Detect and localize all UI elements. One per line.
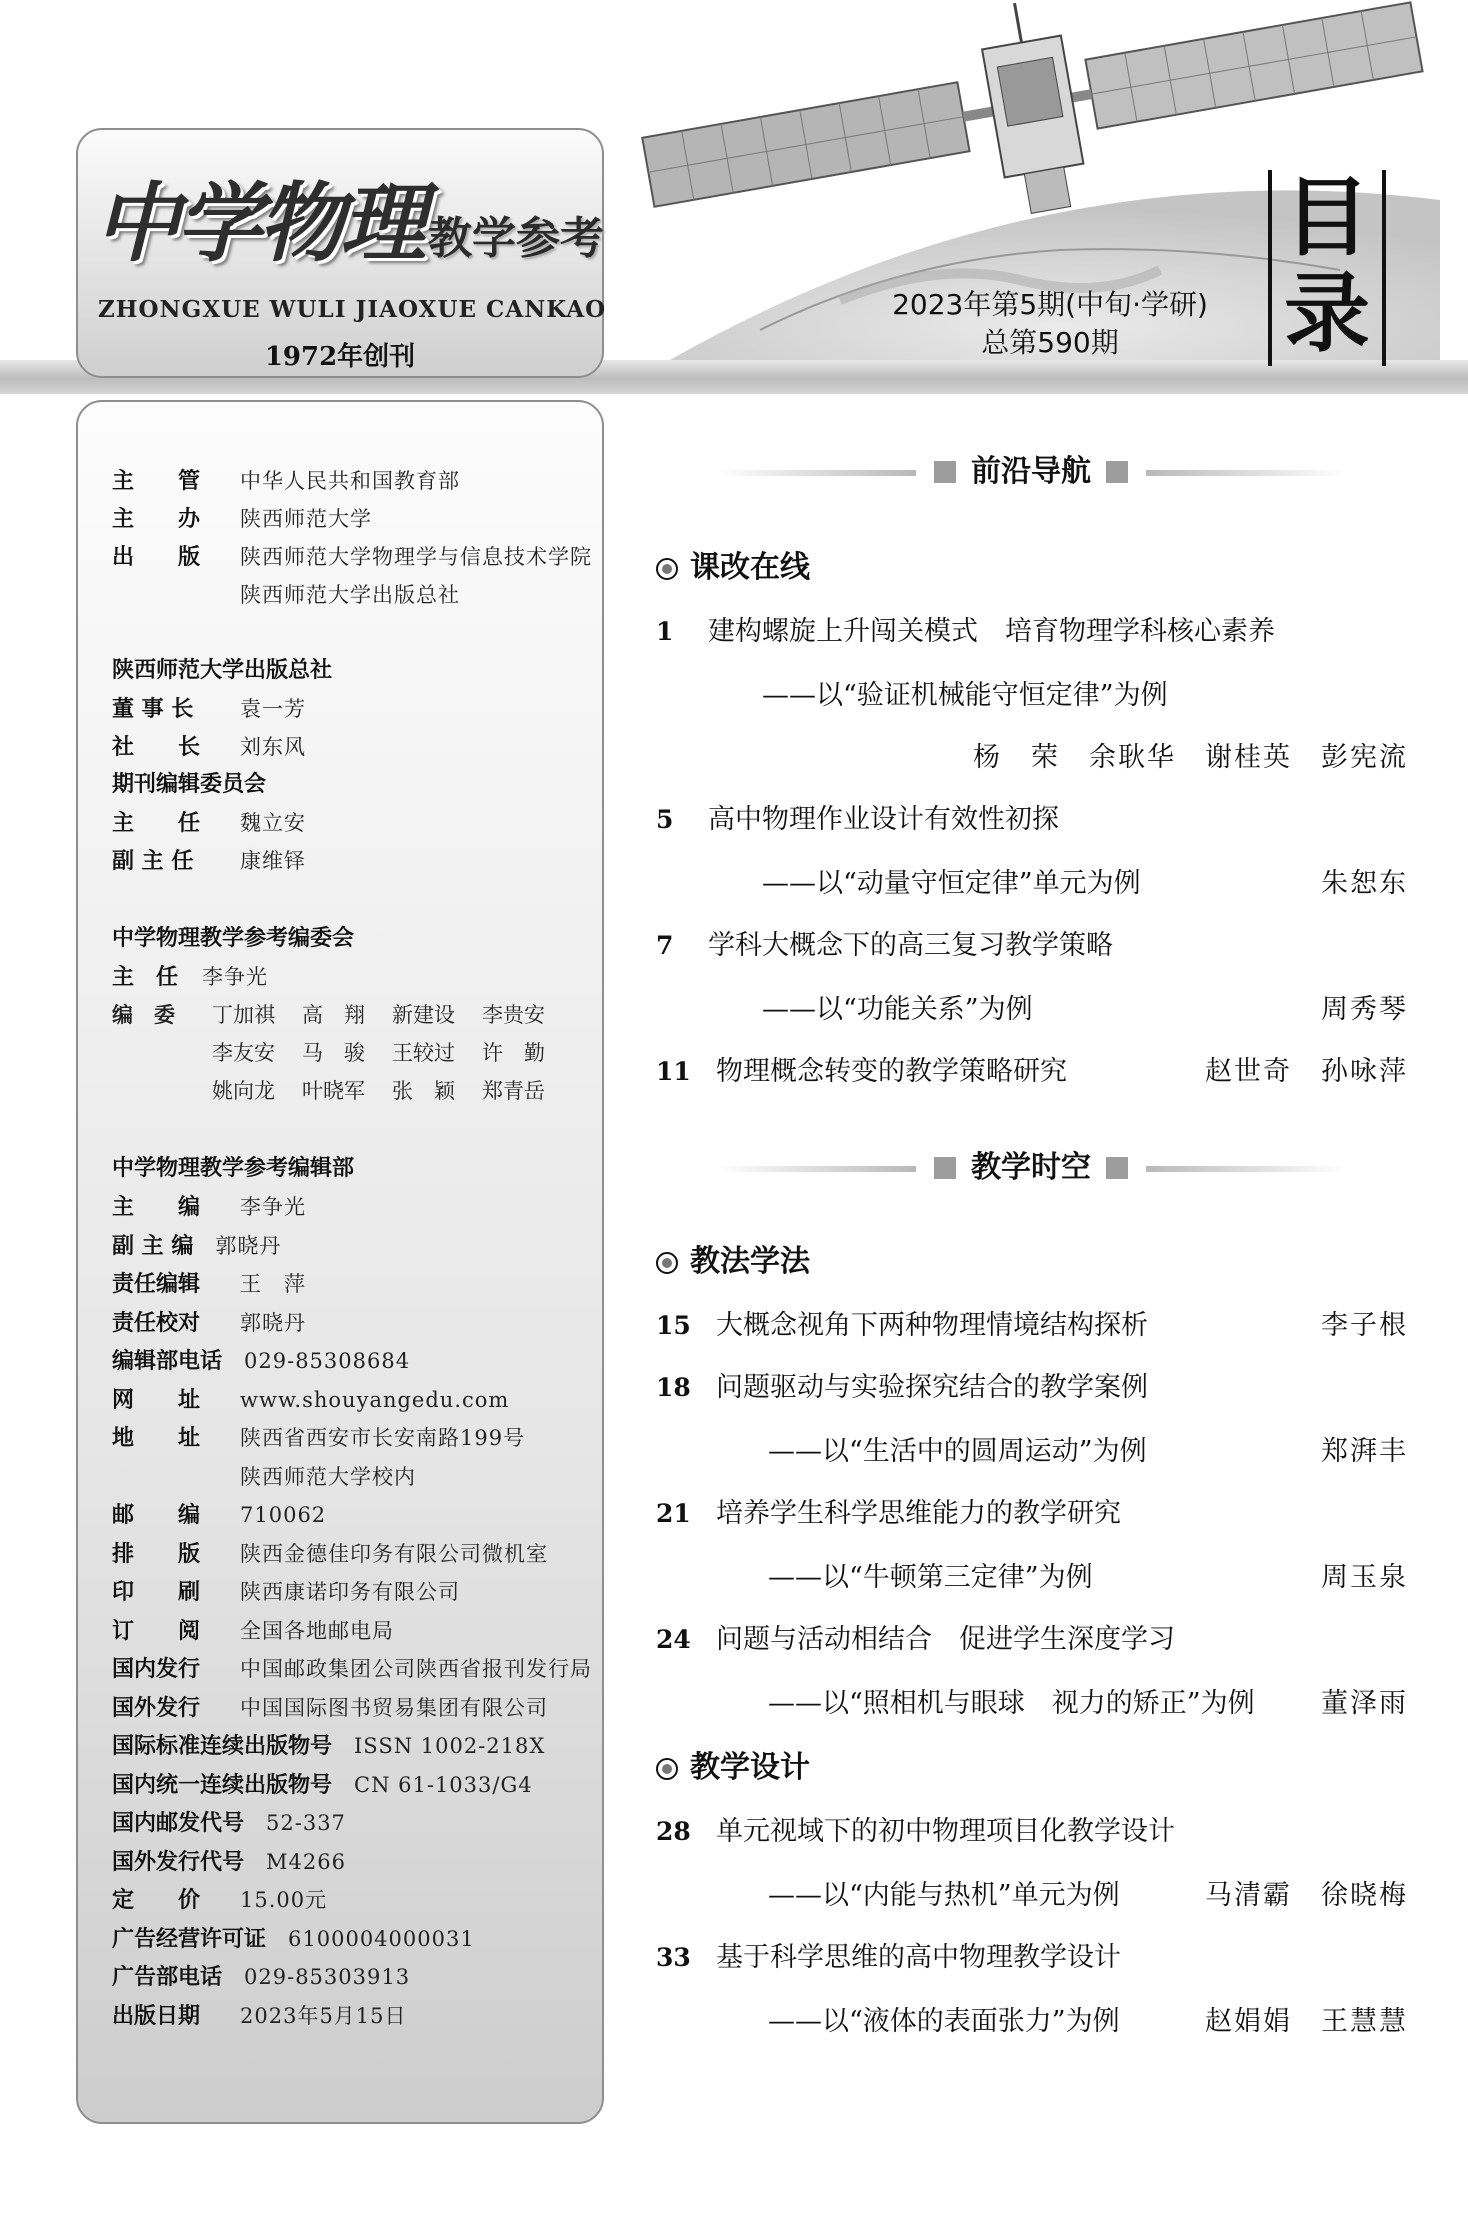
founded-year: 1972年创刊 [264, 342, 416, 372]
masthead-row: 社 长 刘东风 [112, 735, 306, 760]
masthead-row [112, 1689, 548, 1727]
masthead-row [112, 1650, 592, 1688]
masthead-label: 订 阅 [112, 1618, 201, 1644]
masthead-row [112, 1573, 460, 1611]
toc-entry[interactable]: 5 高中物理作业设计有效性初探 [656, 804, 1059, 835]
masthead-value: 029-85308684 [244, 1349, 411, 1373]
toc-entry[interactable]: 11 物理概念转变的教学策略研究 赵世奇 孙咏萍 [656, 1056, 1408, 1087]
masthead-label: 邮 编 [112, 1503, 201, 1528]
masthead-row [112, 1881, 327, 1919]
board-members-row: 编 委 丁加祺 高 翔 新建设 李贵安 [112, 1003, 545, 1027]
masthead-value: 陕西省西安市长安南路199号 [240, 1426, 526, 1450]
toc-entry-subtitle: ——以“动量守恒定律”单元为例 朱恕东 [762, 868, 1408, 899]
issue-total: 总第590期 [981, 326, 1119, 359]
masthead-row: 陕西师范大学出版总社 [240, 583, 460, 607]
masthead-label: 责任编辑 [112, 1272, 201, 1297]
masthead-value: 15.00元 [240, 1888, 328, 1912]
masthead-label: 广告经营许可证 [112, 1926, 267, 1952]
bullet-icon [656, 558, 678, 580]
masthead-row: 出 版 陕西师范大学物理学与信息技术学院 [112, 545, 592, 570]
masthead-row [112, 1920, 475, 1958]
masthead-label: 地 址 [112, 1426, 201, 1451]
masthead-row [112, 1496, 326, 1534]
masthead-value: 6100004000031 [288, 1926, 475, 1951]
masthead-label: 网 址 [112, 1387, 201, 1413]
masthead-value: 全国各地邮电局 [240, 1618, 394, 1643]
section-header [716, 1148, 1346, 1188]
masthead-row [112, 1381, 509, 1419]
masthead-value: 中国邮政集团公司陕西省报刊发行局 [240, 1657, 592, 1681]
toc-entry[interactable]: 7 学科大概念下的高三复习教学策略 [656, 930, 1113, 961]
toc-title-char-2: 录 [1284, 264, 1370, 364]
toc-entry[interactable]: 24 问题与活动相结合 促进学生深度学习 [656, 1624, 1175, 1655]
masthead-row [112, 1419, 525, 1457]
masthead-row [112, 1727, 545, 1765]
masthead-value: 郭晓丹 [240, 1310, 306, 1335]
toc-entry[interactable]: 28 单元视域下的初中物理项目化教学设计 [656, 1816, 1175, 1847]
subsection-header: 教学设计 [656, 1748, 810, 1788]
editorial-dept-heading: 中学物理教学参考编辑部 [112, 1156, 355, 1181]
toc-entry[interactable]: 15 大概念视角下两种物理情境结构探析 李子根 [656, 1310, 1408, 1341]
masthead-row: 董 事 长 袁一芳 [112, 697, 306, 722]
masthead-value: 郭晓丹 [215, 1233, 282, 1258]
masthead-value: M4266 [266, 1849, 346, 1874]
masthead-row [112, 1342, 410, 1380]
masthead-label: 排 版 [112, 1541, 201, 1567]
masthead-row: 主 办 陕西师范大学 [112, 507, 372, 532]
board-heading: 中学物理教学参考编委会 [112, 926, 355, 951]
toc-entry[interactable]: 21 培养学生科学思维能力的教学研究 [656, 1498, 1121, 1529]
section-header [716, 452, 1346, 492]
toc-entry-subtitle: ——以“照相机与眼球 视力的矫正”为例 董泽雨 [768, 1688, 1408, 1719]
masthead-row [112, 1958, 410, 1996]
masthead-value: 中国国际图书贸易集团有限公司 [240, 1695, 548, 1720]
masthead-panel [76, 400, 604, 2124]
masthead-label: 定 价 [112, 1888, 201, 1913]
masthead-value: 2023年5月15日 [240, 2003, 407, 2028]
masthead-value: 52-337 [266, 1811, 346, 1835]
masthead-value: 029-85303913 [244, 1965, 411, 1989]
masthead-value: CN 61-1033/G4 [354, 1772, 533, 1797]
board-members-row: 李友安 马 骏 王较过 许 勤 [212, 1041, 545, 1065]
masthead-value: 陕西金德佳印务有限公司微机室 [240, 1541, 548, 1566]
toc-entry-subtitle: ——以“液体的表面张力”为例 赵娟娟 王慧慧 [768, 2006, 1408, 2037]
masthead-label: 国外发行代号 [112, 1849, 245, 1875]
issue-info [860, 286, 1240, 362]
bullet-icon [656, 1758, 678, 1780]
masthead-label: 国外发行 [112, 1695, 201, 1721]
journal-logo [76, 128, 607, 378]
masthead-row [112, 1304, 306, 1342]
masthead-value: 王 萍 [240, 1272, 306, 1296]
masthead-row: 主 管 中华人民共和国教育部 [112, 469, 460, 494]
masthead-label: 国内发行 [112, 1657, 201, 1682]
subsection-header: 课改在线 [656, 548, 810, 588]
toc-title [1268, 170, 1386, 366]
toc-entry-subtitle: ——以“牛顿第三定律”为例 周玉泉 [768, 1562, 1408, 1593]
masthead-row [112, 1766, 533, 1804]
toc-entry[interactable]: 18 问题驱动与实验探究结合的教学案例 [656, 1372, 1148, 1403]
toc-title-char-1: 目 [1284, 168, 1370, 268]
toc-entry-subtitle: ——以“验证机械能守恒定律”为例 [762, 680, 1168, 711]
masthead-value: 陕西师范大学校内 [240, 1464, 416, 1489]
masthead-label: 国内邮发代号 [112, 1811, 245, 1836]
issue-number: 2023年第5期(中旬·学研) [892, 288, 1208, 321]
masthead-row: 主 任 魏立安 [112, 811, 306, 836]
masthead-label: 副 主 编 [112, 1233, 194, 1259]
masthead-label: 印 刷 [112, 1580, 201, 1605]
masthead-label: 编辑部电话 [112, 1349, 223, 1374]
logo-pinyin: ZHONGXUE WULI JIAOXUE CANKAO [98, 296, 607, 323]
masthead-value: 710062 [240, 1503, 327, 1527]
toc-entry[interactable]: 33 基于科学思维的高中物理教学设计 [656, 1942, 1121, 1973]
masthead-label: 出版日期 [112, 2003, 201, 2029]
bullet-icon [656, 1252, 678, 1274]
masthead-value: 陕西康诺印务有限公司 [240, 1580, 460, 1604]
masthead-row: 主 任 李争光 [112, 965, 268, 990]
toc-entry-subtitle: ——以“生活中的圆周运动”为例 郑湃丰 [768, 1436, 1408, 1467]
masthead-row [112, 1188, 306, 1226]
masthead-row [112, 1458, 416, 1496]
committee-heading: 期刊编辑委员会 [112, 772, 267, 797]
toc-entry-authors: 杨 荣 余耿华 谢桂英 彭宪流 [973, 742, 1408, 773]
publisher-heading: 陕西师范大学出版总社 [112, 658, 333, 683]
masthead-row [112, 1804, 346, 1842]
subsection-header: 教法学法 [656, 1242, 810, 1282]
toc-entry-subtitle: ——以“功能关系”为例 周秀琴 [762, 994, 1408, 1025]
masthead-row [112, 1265, 306, 1303]
section-title: 教学时空 [971, 1150, 1091, 1185]
board-members-row: 姚向龙 叶晓军 张 颖 郑青岳 [212, 1079, 545, 1103]
masthead-label: 责任校对 [112, 1310, 201, 1336]
logo-title: 中学物理 [94, 174, 422, 274]
masthead-row [112, 1843, 346, 1881]
masthead-row [112, 1535, 548, 1573]
masthead-value: www.shouyangedu.com [240, 1387, 510, 1412]
section-title: 前沿导航 [971, 454, 1091, 489]
masthead-label: 广告部电话 [112, 1965, 223, 1990]
masthead-row: 副 主 任 康维铎 [112, 849, 306, 874]
toc-entry[interactable]: 1 建构螺旋上升闯关模式 培育物理学科核心素养 [656, 616, 1275, 647]
masthead-value: 李争光 [240, 1195, 306, 1219]
logo-subtitle: 教学参考 [428, 213, 604, 264]
toc-entry-subtitle: ——以“内能与热机”单元为例 马清霸 徐晓梅 [768, 1880, 1408, 1911]
masthead-label: 国内统一连续出版物号 [112, 1772, 333, 1798]
masthead-value: ISSN 1002-218X [354, 1734, 546, 1758]
masthead-row [112, 1997, 407, 2035]
masthead-label: 国际标准连续出版物号 [112, 1734, 333, 1759]
masthead-label: 主 编 [112, 1195, 201, 1220]
masthead-row [112, 1612, 394, 1650]
masthead-row [112, 1227, 281, 1265]
